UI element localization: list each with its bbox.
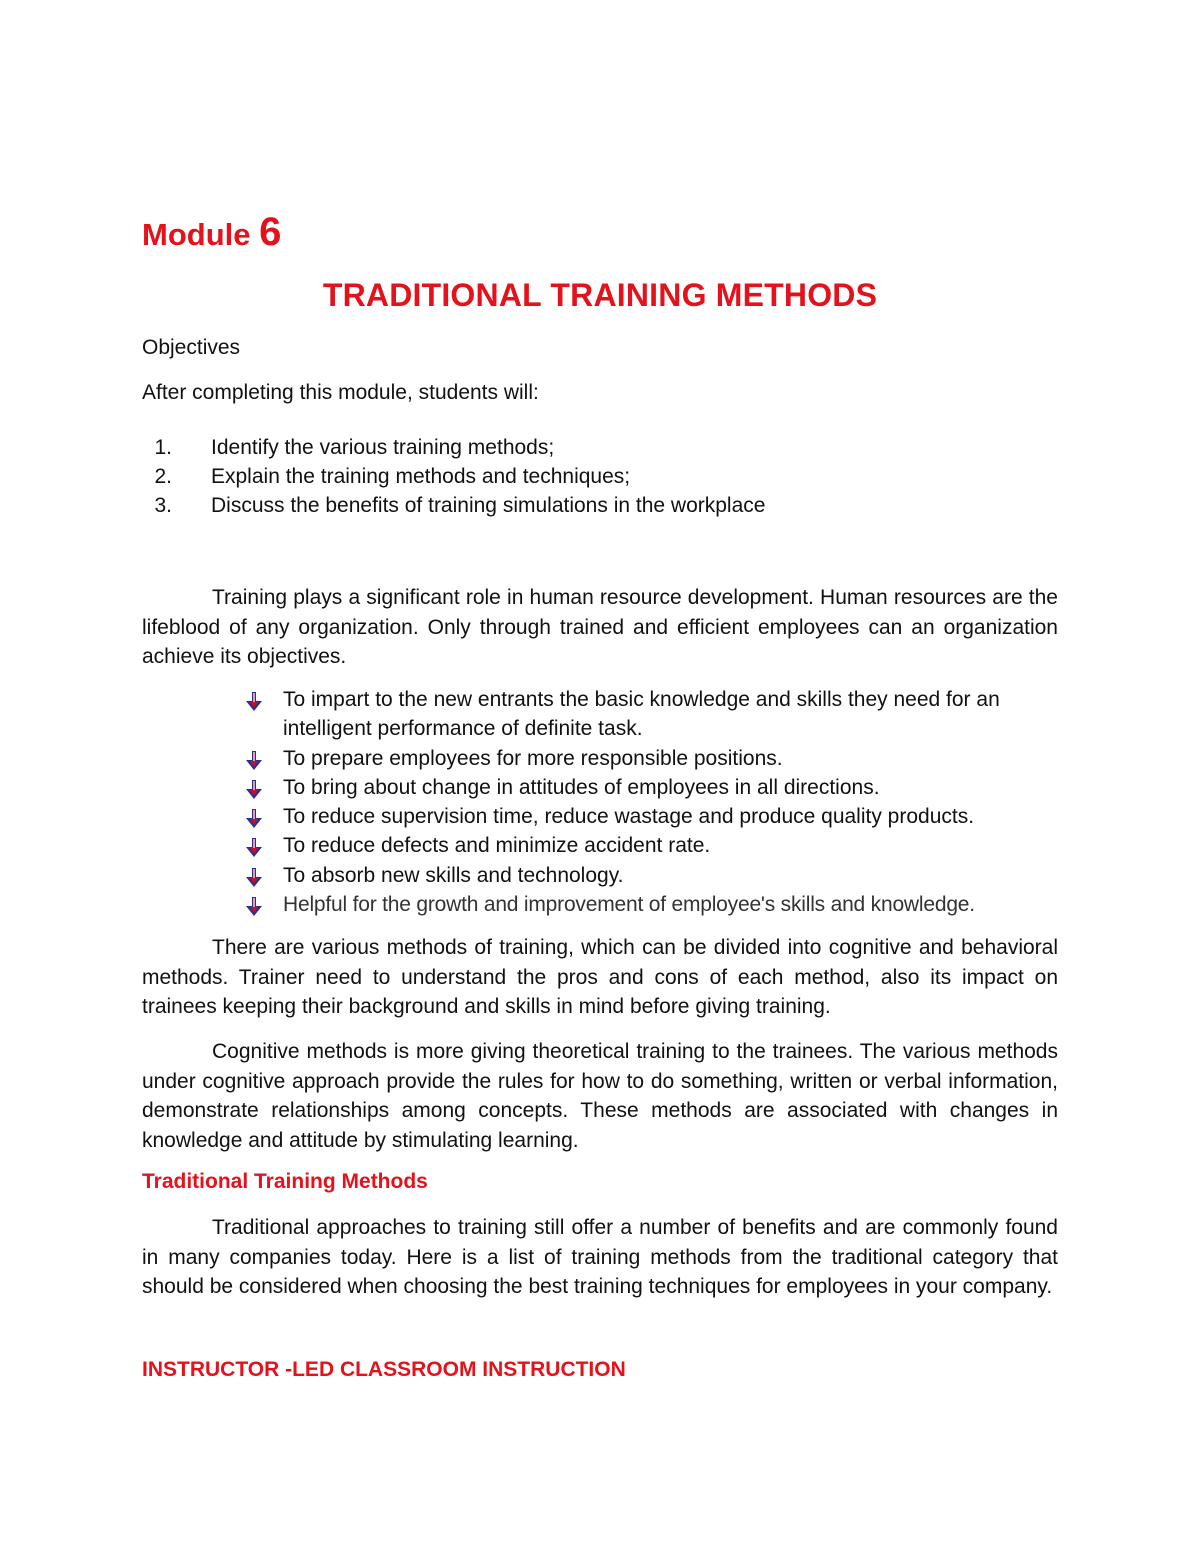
- list-item: [244, 744, 1060, 773]
- list-item: [244, 861, 1060, 890]
- list-item: [142, 462, 730, 491]
- down-arrow-bullet-icon: [244, 750, 264, 772]
- training-purposes-list: [244, 685, 1060, 919]
- down-arrow-bullet-icon: [244, 896, 264, 918]
- bullet-text: To reduce defects and minimize accident rate.: [283, 834, 711, 858]
- module-number: 6: [259, 210, 282, 254]
- list-text: Identify the various training methods;: [211, 436, 555, 459]
- list-item: [142, 491, 766, 520]
- page-title: TRADITIONAL TRAINING METHODS: [322, 277, 878, 313]
- section-heading-instructor-led: INSTRUCTOR -LED CLASSROOM INSTRUCTION: [142, 1358, 626, 1381]
- paragraph-cognitive-methods: Cognitive methods is more giving theoretical training to the trainees. The various methods under cognitive approach provide the rules for how to do something, written or verbal information, demonstrate relationships among concepts. These methods are associated with changes in knowledge and attitude by stimulating learning.: [142, 1040, 1058, 1152]
- paragraph-methods-overview: There are various methods of training, which can be divided into cognitive and behavioral methods. Trainer need to understand the pros and cons of each method, also its impact on trainees keeping their background and skills in mind before giving training.: [142, 936, 1058, 1018]
- list-item: [244, 685, 1060, 744]
- section-heading-traditional: Traditional Training Methods: [142, 1170, 428, 1193]
- down-arrow-bullet-icon: [244, 867, 264, 889]
- bullet-text: Helpful for the growth and improvement of employee's skills and knowledge.: [283, 893, 975, 917]
- bullet-text: To prepare employees for more responsible positions.: [283, 746, 783, 770]
- list-number: 2.: [154, 465, 172, 488]
- bullet-text: To impart to the new entrants the basic knowledge and skills they need for an intelligent performance of definite task.: [283, 688, 1000, 741]
- module-heading: [142, 208, 281, 256]
- list-number: 3.: [154, 494, 172, 517]
- bullet-text: To absorb new skills and technology.: [283, 863, 624, 887]
- bullet-text: To bring about change in attitudes of employees in all directions.: [283, 775, 880, 799]
- list-item: [244, 773, 1060, 802]
- objectives-list: [142, 433, 766, 520]
- list-item: [142, 433, 730, 462]
- list-number: 1.: [154, 436, 172, 459]
- paragraph-traditional-approaches: Traditional approaches to training still offer a number of benefits and are commonly found in many companies today. Here is a list of training methods from the traditional category that should be considered when choosing the best training techniques for employees in your company.: [142, 1216, 1058, 1298]
- bullet-text: To reduce supervision time, reduce wastage and produce quality products.: [283, 805, 975, 829]
- list-item: [244, 831, 1060, 860]
- down-arrow-bullet-icon: [244, 691, 264, 713]
- down-arrow-bullet-icon: [244, 779, 264, 801]
- objectives-label: Objectives: [142, 336, 241, 359]
- down-arrow-bullet-icon: [244, 808, 264, 830]
- module-label: Module: [142, 217, 251, 252]
- list-item: [244, 802, 1060, 831]
- objectives-intro: After completing this module, students will:: [142, 381, 539, 404]
- list-item: [244, 890, 1060, 919]
- list-text: Discuss the benefits of training simulations in the workplace: [211, 494, 766, 517]
- paragraph-training-role: Training plays a significant role in human resource development. Human resources are the lifeblood of any organization. Only through trained and efficient employees can an organization achieve its objectives.: [142, 586, 1058, 668]
- down-arrow-bullet-icon: [244, 837, 264, 859]
- list-text: Explain the training methods and techniques;: [211, 465, 631, 488]
